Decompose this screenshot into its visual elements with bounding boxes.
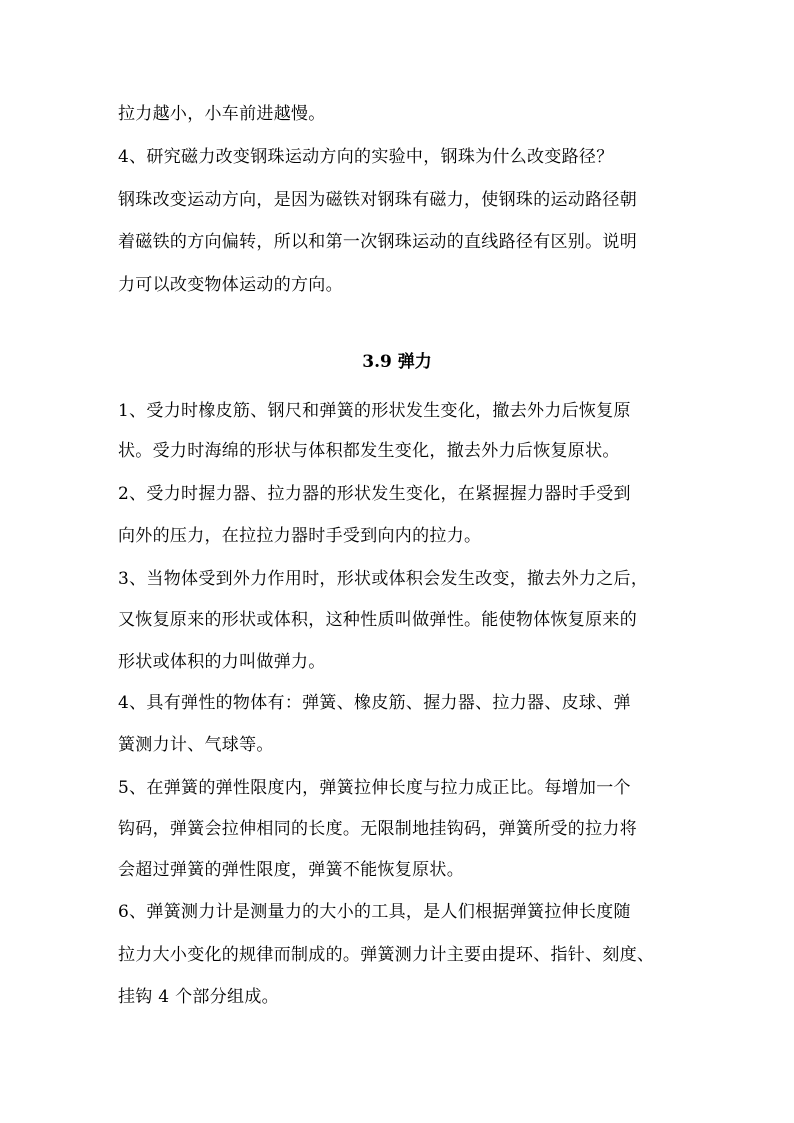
text-line: 形状或体积的力叫做弹力。 — [118, 652, 326, 672]
text-line: 力可以改变物体运动的方向。 — [118, 275, 343, 295]
text-line: 钩码，弹簧会拉伸相同的长度。无限制地挂钩码，弹簧所受的拉力将 — [118, 819, 637, 839]
text-line: 4、具有弹性的物体有：弹簧、橡皮筋、握力器、拉力器、皮球、弹 — [118, 693, 631, 713]
text-line: 簧测力计、气球等。 — [118, 735, 274, 755]
text-line: 5、在弹簧的弹性限度内，弹簧拉伸长度与拉力成正比。每增加一个 — [118, 778, 631, 798]
text-line: 向外的压力，在拉拉力器时手受到向内的拉力。 — [118, 526, 482, 546]
section-title: 3.9 弹力 — [362, 352, 432, 372]
text-line: 拉力越小，小车前进越慢。 — [118, 104, 326, 124]
text-line: 着磁铁的方向偏转，所以和第一次钢珠运动的直线路径有区别。说明 — [118, 232, 637, 252]
text-line: 拉力大小变化的规律而制成的。弹簧测力计主要由提环、指针、刻度、 — [118, 945, 655, 965]
text-line: 挂钩 4 个部分组成。 — [118, 987, 279, 1007]
text-line: 会超过弹簧的弹性限度，弹簧不能恢复原状。 — [118, 860, 464, 880]
text-line: 4、研究磁力改变钢珠运动方向的实验中，钢珠为什么改变路径？ — [118, 147, 614, 167]
text-line: 状。受力时海绵的形状与体积都发生变化，撤去外力后恢复原状。 — [118, 441, 620, 461]
text-line: 2、受力时握力器、拉力器的形状发生变化，在紧握握力器时手受到 — [118, 484, 631, 504]
text-line: 钢珠改变运动方向，是因为磁铁对钢珠有磁力，使钢珠的运动路径朝 — [118, 190, 637, 210]
text-line: 1、受力时橡皮筋、钢尺和弹簧的形状发生变化，撤去外力后恢复原 — [118, 401, 631, 421]
text-line: 6、弹簧测力计是测量力的大小的工具，是人们根据弹簧拉伸长度随 — [118, 902, 631, 922]
text-line: 3、当物体受到外力作用时，形状或体积会发生改变，撤去外力之后， — [118, 569, 649, 589]
text-line: 又恢复原来的形状或体积，这种性质叫做弹性。能使物体恢复原来的 — [118, 610, 637, 630]
